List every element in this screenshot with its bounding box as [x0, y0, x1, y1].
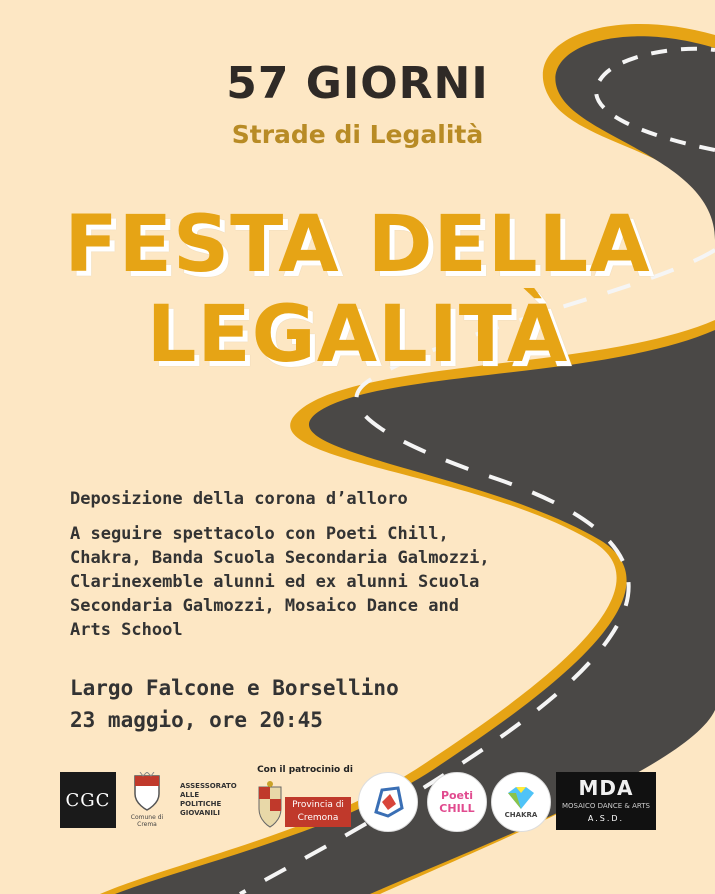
event-place-date: [70, 672, 500, 736]
chakra-logo: [491, 772, 551, 832]
mda-logo: [556, 772, 656, 830]
chakra-label: CHAKRA: [504, 811, 538, 819]
days-title: 57 GIORNI: [226, 58, 489, 109]
subtitle: Strade di Legalità: [231, 120, 484, 149]
crest-icon: [132, 772, 162, 812]
comune-logo: [128, 772, 166, 832]
mda-subtitle: MOSAICO DANCE & ARTS: [562, 802, 650, 810]
patrocinio-block: [255, 765, 355, 835]
headline-line2: LEGALITÀ: [146, 290, 569, 380]
mosaico-logo: [358, 772, 418, 832]
chakra-diamond-icon: [504, 785, 538, 811]
sponsor-logos: [0, 760, 715, 840]
deposition-text: Deposizione della corona d’alloro: [70, 489, 408, 509]
provincia-crest-icon: [257, 781, 283, 829]
comune-label: Comune di Crema: [130, 814, 164, 828]
mda-title: MDA: [578, 776, 634, 800]
performance-text: A seguire spettacolo con Poeti Chill, Chakra, Banda Scuola Secondaria Galmozzi, Clarinexemble alunni ed ex alunni Scuola Secondaria Galmozzi, Mosaico Dance and Arts School: [70, 524, 490, 640]
patrocinio-label: Con il patrocinio di: [257, 765, 353, 775]
mda-asd: A.S.D.: [587, 814, 625, 823]
mosaic-shape-icon: [368, 782, 408, 822]
event-place: Largo Falcone e Borsellino: [70, 676, 399, 700]
provincia-logo: Provincia di Cremona: [285, 797, 351, 827]
cgc-logo: CGC: [60, 772, 116, 828]
headline-line1: FESTA DELLA: [64, 200, 651, 290]
assessorato-logo: ASSESSORATO ALLE POLITICHE GIOVANILI: [180, 782, 237, 817]
event-datetime: 23 maggio, ore 20:45: [70, 708, 323, 732]
poeti-chill-logo: Poeti CHILL: [427, 772, 487, 832]
